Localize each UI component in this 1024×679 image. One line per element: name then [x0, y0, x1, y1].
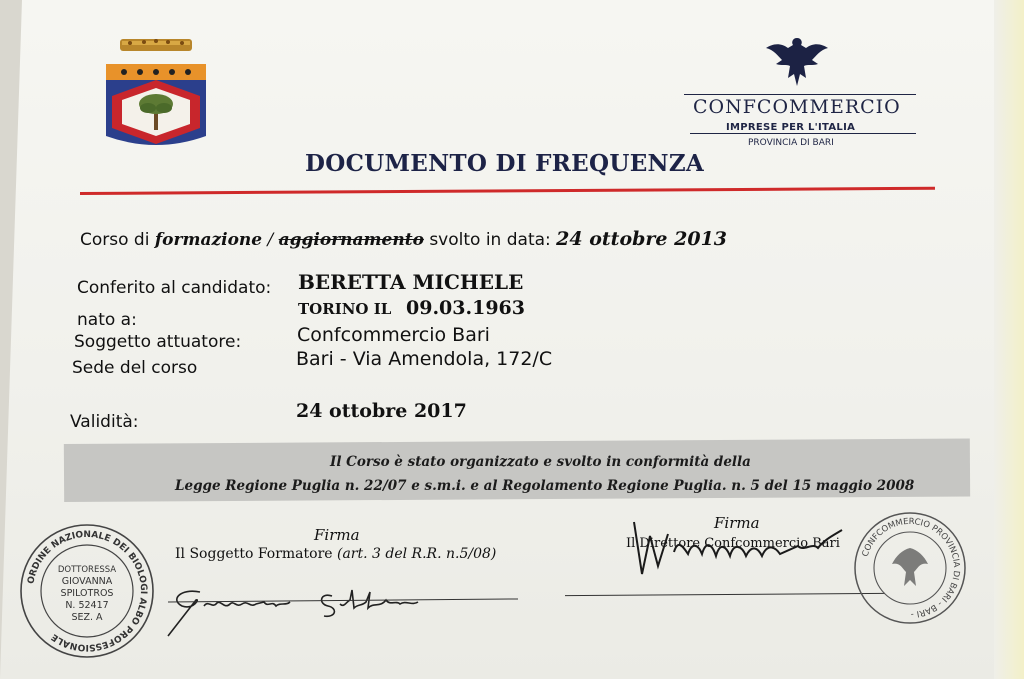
conformity-line-2: Legge Regione Puglia n. 22/07 e s.m.i. e al Regolamento Regione Puglia. n. 5 del 15 maggio 2008 [175, 478, 915, 494]
right-handwritten-signature-icon [628, 512, 868, 582]
logo-rule-bottom [690, 133, 916, 134]
stamp-line-2: GIOVANNA [61, 576, 113, 587]
stamp-line-5: SEZ. A [71, 612, 103, 623]
course-prefix: Corso di [80, 230, 155, 250]
course-line [80, 228, 727, 250]
eagle-icon [764, 34, 830, 90]
course-separator: / [262, 230, 279, 250]
stamp-line-4: N. 52417 [65, 600, 109, 611]
confcommercio-subtitle: IMPRESE PER L'ITALIA [726, 122, 856, 133]
born-label: nato a: [77, 310, 137, 330]
born-date: 09.03.1963 [406, 297, 525, 319]
left-stamp-ring-text: ORDINE NAZIONALE DEI BIOLOGI ALBO PROFESSIONALE [26, 529, 149, 653]
course-date: 24 ottobre 2013 [556, 228, 728, 250]
venue-label: Sede del corso [72, 358, 198, 378]
left-signer-role [175, 546, 496, 562]
course-aggiornamento: aggiornamento [278, 230, 424, 250]
conformity-line-1: Il Corso è stato organizzato e svolto in conformità della [330, 454, 751, 470]
left-signer-title: Il Soggetto Formatore [175, 546, 337, 562]
validity-label: Validità: [70, 412, 139, 432]
confcommercio-province: PROVINCIA DI BARI [748, 138, 834, 148]
actuator-label: Soggetto attuatore: [74, 332, 242, 352]
born-place: TORINO IL [298, 300, 392, 318]
actuator-value: Confcommercio Bari [297, 324, 490, 346]
venue-value: Bari - Via Amendola, 172/C [296, 348, 553, 370]
confcommercio-name: CONFCOMMERCIO [693, 96, 901, 118]
biologist-stamp-icon [18, 522, 156, 660]
stamp-line-1: DOTTORESSA [57, 565, 117, 575]
course-suffix: svolto in data: [423, 230, 557, 250]
left-signer-ref: (art. 3 del R.R. n.5/08) [337, 546, 497, 562]
confcommercio-stamp-icon [852, 510, 968, 626]
right-signer-role: Il Direttore Confcommercio Bari [626, 536, 840, 551]
document-title: DOCUMENTO DI FREQUENZA [305, 150, 705, 177]
right-stamp-ring-text: CONFCOMMERCIO PROVINCIA DI BARI - BARI - [860, 516, 962, 620]
background-edge [994, 0, 1024, 679]
validity-value: 24 ottobre 2017 [296, 400, 467, 422]
candidate-label: Conferito al candidato: [77, 278, 272, 298]
stamp-line-3: SPILOTROS [60, 588, 114, 599]
left-firma-label: Firma [314, 526, 360, 544]
right-firma-label: Firma [714, 514, 760, 532]
left-handwritten-signature-icon [160, 578, 450, 640]
regione-puglia-crest-icon [100, 36, 212, 154]
logo-rule-top [684, 94, 916, 95]
candidate-name: BERETTA MICHELE [298, 270, 524, 294]
course-formazione: formazione [154, 230, 263, 250]
